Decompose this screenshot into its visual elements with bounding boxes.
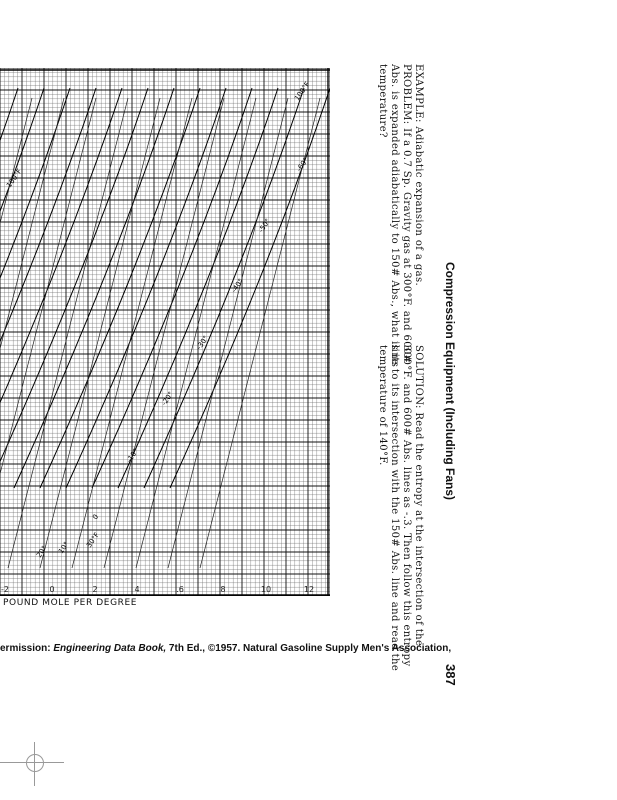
curve-label: 100°F xyxy=(293,80,312,103)
solution-line: 300°F. and 600# Abs. lines as -.3. Then follow this entropy xyxy=(401,345,412,667)
curve-label: 20° xyxy=(35,544,49,560)
x-tick-label: 4 xyxy=(134,585,140,594)
example-block xyxy=(376,64,424,367)
caption-prefix: ermission: xyxy=(0,643,54,654)
curve-label: 100°F xyxy=(5,167,24,190)
example-line: temperature? xyxy=(377,64,388,138)
example-line: PROBLEM: If a 0.7 Sp. Gravity gas at 300°F. and 600# xyxy=(401,64,412,364)
registration-mark xyxy=(26,754,44,772)
curve-label: -40° xyxy=(230,277,246,295)
curve-label: 10° xyxy=(57,540,71,556)
pressure-line xyxy=(104,98,224,568)
example-line: EXAMPLE: Adiabatic expansion of a gas. xyxy=(413,64,424,287)
solution-block xyxy=(376,345,424,671)
curve-label: 0 xyxy=(91,512,101,522)
curve-label: -50° xyxy=(257,217,273,235)
example-line: Abs. is expanded adiabatically to 150# Abs., what is its xyxy=(389,64,400,368)
figure-caption xyxy=(0,643,451,654)
caption-edition: 7th Ed., ©1957. Natural Gasoline Supply Men's Association, xyxy=(166,643,452,654)
solution-line: temperature of 140°F. xyxy=(377,345,388,466)
curve-label: -60° xyxy=(295,156,311,174)
pressure-line xyxy=(0,98,64,568)
x-tick-label: 8 xyxy=(220,585,226,594)
x-tick-label: 10 xyxy=(260,585,272,594)
x-tick-label: 12 xyxy=(303,585,315,594)
x-tick-label: .6 xyxy=(176,585,184,594)
page-number: 387 xyxy=(443,664,458,686)
running-title: Compression Equipment (Including Fans) xyxy=(443,262,457,501)
chart-grid xyxy=(0,68,330,596)
curve-label: -20° xyxy=(160,390,176,408)
curve-label: 30°F xyxy=(85,531,102,550)
x-tick-label: 0 xyxy=(49,585,55,594)
curve-label: -10° xyxy=(125,447,141,465)
curve-label: -30° xyxy=(195,334,211,352)
caption-book: Engineering Data Book, xyxy=(53,643,167,654)
x-tick-label: -2 xyxy=(1,585,9,594)
solution-line: SOLUTION: Read the entropy at the intersection of the xyxy=(413,345,424,647)
pressure-line xyxy=(40,98,160,568)
entropy-chart xyxy=(0,68,330,596)
solution-line: line to its intersection with the 150# Abs. line and read the xyxy=(389,345,400,672)
x-axis-label: POUND MOLE PER DEGREE xyxy=(3,598,138,608)
x-tick-label: 2 xyxy=(92,585,98,594)
